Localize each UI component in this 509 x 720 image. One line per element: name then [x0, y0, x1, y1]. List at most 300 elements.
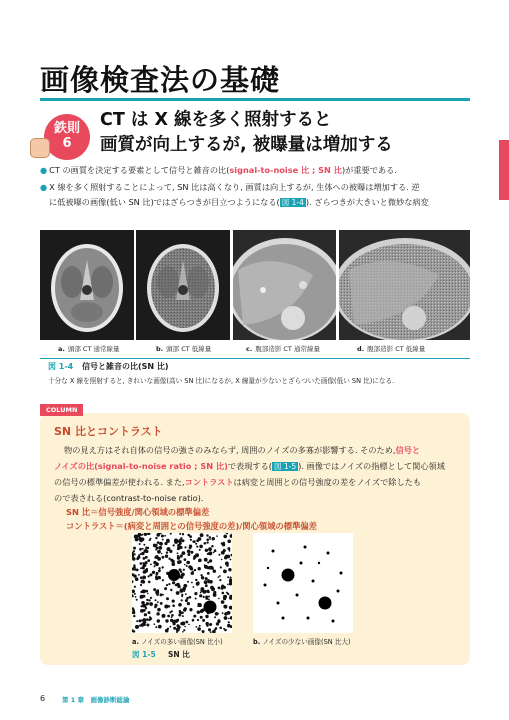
noise-dot [182, 631, 184, 633]
noise-dot [212, 537, 215, 540]
noise-dot [157, 619, 160, 622]
noise-dot [133, 630, 135, 632]
formula-sn: SN 比＝信号強度/関心領域の標準偏差 [66, 507, 210, 517]
noise-dot [204, 542, 207, 545]
noise-dot [164, 587, 167, 590]
noise-dot [148, 575, 150, 577]
bullet-1 [40, 163, 397, 178]
caption-clean [253, 636, 351, 646]
noise-dot [223, 570, 227, 574]
noise-dot [181, 573, 185, 577]
bullet-1-text-end: )が重要である. [341, 165, 397, 175]
noise-dot [182, 615, 184, 617]
noise-dot [178, 539, 182, 543]
side-tab [499, 140, 509, 200]
column-line-2 [54, 458, 445, 475]
noise-dot [175, 584, 177, 586]
noise-dot [158, 625, 162, 629]
noise-dot [157, 550, 161, 554]
noise-dot [216, 535, 218, 537]
noise-dot [161, 553, 163, 555]
noise-dot [219, 575, 221, 577]
noise-dot [134, 568, 137, 571]
noise-dot [201, 576, 204, 579]
noise-dot [181, 599, 183, 601]
rule-headline [100, 108, 393, 158]
noise-dot [143, 609, 146, 612]
noise-dot [190, 567, 193, 570]
noise-dot [148, 619, 150, 621]
noise-dot [170, 619, 173, 622]
column-tag: COLUMN [40, 404, 83, 416]
noise-dot [134, 586, 136, 588]
ct-head-low-dose-image [136, 230, 230, 340]
noise-dot [214, 616, 216, 618]
noise-dot [143, 618, 147, 622]
noise-dot [203, 596, 205, 598]
noise-dot [194, 569, 196, 571]
noise-dot [167, 615, 170, 618]
noise-dot [205, 597, 208, 600]
noise-dot [134, 566, 136, 568]
noise-dot [178, 585, 181, 588]
noise-dot [148, 581, 151, 584]
noise-dot [182, 533, 184, 535]
noise-dot [197, 619, 199, 621]
noise-dot [140, 596, 142, 598]
figure-1-4-title: 信号と雑音の比(SN 比) [82, 362, 169, 371]
column-highlight: ノイズの比(signal-to-noise ratio ; SN 比) [54, 461, 228, 471]
noisy-image [132, 533, 232, 633]
noise-dot [157, 601, 159, 603]
noise-dot [209, 536, 211, 538]
column-highlight: 信号と [395, 445, 421, 455]
noise-dot [144, 533, 147, 536]
noise-dot [181, 622, 185, 626]
noise-dot [168, 583, 170, 585]
noise-dot [166, 584, 168, 586]
noise-dot [184, 564, 186, 566]
column-line-4: ので表される(contrast-to-noise ratio). [54, 493, 204, 503]
noise-dot [230, 559, 232, 561]
noise-dot [224, 612, 227, 615]
noise-dot [196, 582, 200, 586]
noise-dot [219, 579, 221, 581]
noise-dot [193, 615, 196, 618]
noise-dot [168, 605, 171, 608]
noise-dot [162, 566, 164, 568]
noise-dot [209, 624, 211, 626]
noise-dot [227, 540, 231, 544]
noise-dot [226, 533, 228, 534]
noise-dot [177, 619, 179, 621]
noise-dot [150, 573, 152, 575]
noise-dot [155, 562, 159, 566]
noise-dot [206, 534, 208, 536]
page-title: 画像検査法の基礎 [40, 63, 281, 97]
noise-dot [132, 580, 133, 583]
noise-dot [180, 576, 183, 579]
noise-dot [195, 553, 199, 557]
figure-1-4-label: 図 1-4 [48, 362, 74, 371]
noise-dot [160, 602, 163, 605]
noise-dot [209, 580, 213, 584]
noise-dot [190, 609, 192, 611]
noise-dot [137, 556, 140, 559]
caption-panel-d [357, 344, 425, 353]
panel-text: ノイズの多い画像(SN 比小) [141, 638, 223, 646]
noise-dot [198, 559, 202, 563]
noise-dot [154, 604, 157, 607]
noise-dot [147, 547, 149, 549]
noise-dot [214, 550, 216, 552]
noise-dot [208, 547, 212, 551]
noise-dot [202, 630, 205, 633]
noise-dot [167, 547, 171, 551]
noise-dot [230, 534, 232, 538]
noise-dot [229, 606, 232, 610]
noise-dot [190, 551, 193, 554]
noise-dot [143, 557, 146, 560]
noise-dot [143, 576, 145, 578]
figure-ref-1-5[interactable]: 図 1-5 [274, 462, 297, 471]
noise-dot [145, 556, 148, 559]
noise-dot [155, 599, 157, 601]
noise-dot [170, 533, 172, 535]
noise-dot [135, 577, 139, 581]
noise-dot [225, 555, 229, 559]
bullet-1-text: CT の画質を決定する要素として信号と雑音の比( [49, 165, 230, 175]
noise-dot [264, 584, 267, 587]
noise-dot [205, 584, 208, 587]
lesion-dot [282, 569, 295, 582]
noise-dot [194, 592, 197, 595]
noise-dot [133, 615, 135, 617]
noise-dot [207, 572, 210, 575]
noise-dot [206, 541, 208, 543]
noise-dot [230, 577, 232, 579]
bullet-dot-icon: ● [40, 165, 48, 175]
ct-head-normal-image [40, 230, 134, 340]
noise-dot [133, 547, 136, 550]
noise-dot [187, 550, 191, 554]
column-text: は病変と周囲との信号強度の差をノイズで除したも [233, 477, 422, 487]
noise-dot [174, 539, 178, 543]
noise-dot [225, 562, 228, 565]
bullet-2-line-1: X 線を多く照射することによって, SN 比は高くなり, 画質は向上するが, 生体への被曝は増加する. 逆 [49, 182, 420, 192]
noise-dot [196, 546, 198, 548]
panel-text: ノイズの少ない画像(SN 比大) [262, 638, 351, 646]
noise-dot [229, 550, 231, 552]
noise-dot [218, 554, 220, 556]
noise-dot [209, 559, 212, 562]
headline-line-2: 画質が向上するが, 被曝量は増加する [100, 135, 393, 155]
noise-dot [142, 566, 145, 569]
noise-dot [166, 551, 168, 553]
noise-dot [155, 574, 157, 576]
column-text: で表現する( [227, 461, 272, 471]
noise-dot [146, 602, 149, 605]
noise-dot [135, 538, 139, 542]
noise-dot [155, 626, 157, 628]
noise-dot [213, 552, 215, 554]
noise-dot [199, 625, 201, 627]
noise-dot [162, 539, 164, 541]
noise-dot [181, 594, 183, 596]
noise-dot [187, 534, 190, 537]
noise-dot [154, 623, 156, 625]
noise-dot [230, 616, 232, 619]
noise-dot [145, 550, 148, 553]
noise-dot [187, 602, 190, 605]
noise-dot [205, 577, 208, 580]
noise-dot [340, 572, 343, 575]
noise-dot [200, 534, 203, 537]
headline-line-1: CT は X 線を多く照射すると [100, 110, 332, 130]
noise-dot [146, 599, 148, 601]
noise-dot [327, 552, 330, 555]
panel-letter: a. [58, 345, 65, 353]
noise-dot [132, 557, 136, 561]
noise-dot [205, 615, 208, 618]
figure-rule [40, 358, 470, 359]
clean-image [253, 533, 353, 633]
noise-dot [272, 550, 275, 553]
panel-text: 腹部造影 CT 通常線量 [255, 345, 320, 353]
noise-dot [179, 546, 182, 549]
noise-dot [158, 567, 160, 569]
noise-dot [224, 616, 228, 620]
noise-dot [209, 538, 211, 540]
noise-dot [209, 566, 213, 570]
panel-text: 頭部 CT 通常線量 [67, 345, 120, 353]
bullet-2-line-2-end: ). ざらつきが大きいと微妙な病変 [305, 197, 429, 207]
noise-dot [171, 610, 173, 612]
noise-dot [223, 535, 227, 539]
noise-dot [140, 562, 143, 565]
panel-letter: b. [253, 638, 261, 646]
noise-dot [142, 595, 145, 598]
noise-dot [187, 553, 190, 556]
noise-dot [199, 545, 203, 549]
noise-dot [227, 576, 229, 578]
caption-panel-b [156, 344, 211, 353]
column-line-3 [54, 474, 421, 490]
noise-dot [141, 534, 143, 536]
noise-dot [156, 612, 159, 615]
noise-dot [147, 593, 149, 595]
noise-dot [227, 547, 230, 550]
panel-text: 頭部 CT 低線量 [166, 345, 212, 353]
column-text: ). 画像ではノイズの指標として関心領域 [298, 461, 445, 471]
noise-dot [198, 603, 201, 606]
noise-dot [164, 542, 167, 545]
chapter-label: 第 1 章 画像診断総論 [62, 696, 130, 704]
noise-dot [164, 535, 166, 537]
noise-dot [154, 571, 156, 573]
noise-dot [185, 621, 188, 624]
noise-dot [189, 596, 192, 599]
noise-dot [146, 568, 148, 570]
bullet-2-cont [49, 195, 429, 210]
noise-dot [204, 558, 208, 562]
noise-dot [136, 620, 138, 622]
noise-dot [183, 590, 185, 592]
noise-dot [190, 539, 192, 541]
noise-dot [208, 596, 210, 598]
noise-dot [221, 559, 223, 561]
noise-dot [132, 595, 134, 597]
noise-dot [136, 569, 139, 572]
noise-dot [154, 556, 156, 558]
noise-dot [200, 574, 202, 576]
noise-dot [165, 555, 168, 558]
noise-dot [222, 592, 225, 595]
noise-dot [199, 549, 201, 551]
noise-dot [337, 590, 340, 593]
noise-dot [150, 564, 152, 566]
noise-dot [142, 589, 146, 593]
noise-dot [267, 567, 269, 569]
noise-dot [162, 614, 166, 618]
noise-dot [206, 622, 209, 625]
noise-dot [148, 599, 150, 601]
noise-dot [220, 566, 222, 568]
bullet-2 [40, 180, 420, 195]
noise-dot [178, 603, 182, 607]
noise-dot [195, 543, 197, 545]
noise-dot [157, 541, 160, 544]
noise-dot [139, 543, 141, 545]
noise-dot [218, 587, 221, 590]
noise-dot [183, 569, 185, 571]
noise-dot [153, 588, 156, 591]
noise-dot [179, 610, 181, 612]
noise-dot [153, 544, 157, 548]
panel-letter: a. [132, 638, 139, 646]
noise-dot [318, 562, 320, 564]
noise-dot [161, 535, 164, 538]
noise-dot [189, 546, 192, 549]
column-title: SN 比とコントラスト [54, 425, 163, 438]
noise-dot [170, 626, 172, 628]
noise-dot [200, 589, 203, 592]
noise-dot [208, 599, 210, 601]
noise-dot [182, 539, 185, 542]
figure-ref-1-4[interactable]: 図 1-4 [281, 198, 304, 207]
noise-dot [134, 593, 136, 595]
noise-dot [186, 565, 188, 567]
figure-1-5-label: 図 1-5 [132, 650, 156, 659]
noise-dot [228, 621, 230, 623]
noise-dot [184, 558, 187, 561]
noise-dot [226, 592, 228, 594]
noise-dot [222, 612, 224, 614]
noise-dot [146, 618, 149, 621]
noise-dot [182, 551, 186, 555]
noise-dot [157, 589, 159, 591]
noise-dot [204, 564, 206, 566]
noise-dot [172, 604, 175, 607]
noise-dot [174, 621, 176, 623]
noise-dot [229, 578, 231, 580]
formula-contrast: コントラスト＝(病変と周囲との信号強度の差)/関心領域の標準偏差 [66, 521, 317, 531]
rule-badge [44, 114, 90, 160]
noise-dot [186, 597, 189, 600]
noise-dot [177, 555, 179, 557]
noise-dot [192, 619, 195, 622]
noise-dot [142, 604, 146, 608]
noise-dot [150, 597, 152, 599]
noise-dot [173, 544, 175, 546]
noise-dot [187, 581, 189, 583]
noise-dot [188, 561, 190, 563]
noise-dot [222, 543, 225, 546]
noise-dot [210, 631, 212, 633]
noise-dot [217, 613, 219, 615]
noise-dot [173, 627, 176, 630]
caption-panel-a [58, 344, 120, 353]
noise-dot [132, 590, 135, 594]
noise-dot [210, 586, 214, 590]
noise-dot [158, 576, 161, 579]
noise-dot [211, 545, 213, 547]
noise-dot [227, 584, 229, 586]
noise-dot [200, 609, 204, 613]
lesion-dot [204, 601, 217, 614]
noise-dot [183, 608, 186, 611]
noise-dot [138, 574, 140, 576]
caption-noisy [132, 636, 223, 646]
noise-dot [208, 591, 210, 593]
noise-dot [150, 538, 152, 540]
noise-dot [219, 627, 222, 630]
noise-dot [197, 611, 200, 614]
column-text: 物の見え方はそれ自体の信号の強さのみならず, 周囲のノイズの多寡が影響する. そのため, [64, 445, 396, 455]
noise-dot [229, 582, 232, 585]
noise-dot [208, 629, 210, 631]
noise-dot [178, 627, 180, 629]
noise-dot [208, 551, 212, 555]
noise-dot [332, 620, 335, 623]
noise-dot [176, 591, 180, 595]
noise-dot [140, 576, 143, 579]
noise-dot [213, 593, 217, 597]
noise-dot [135, 625, 139, 629]
noise-dot [157, 557, 161, 561]
noise-dot [167, 628, 169, 630]
figure-1-4-caption: 十分な X 線を照射すると, きれいな画像(高い SN 比)になるが, X 線量が少ないとざらついた画像(低い SN 比)になる. [48, 377, 395, 385]
noise-dot [147, 533, 151, 535]
noise-dot [207, 561, 209, 563]
noise-dot [191, 582, 193, 584]
noise-dot [229, 597, 232, 600]
noise-dot [217, 620, 220, 623]
noise-dot [180, 562, 182, 564]
noise-dot [144, 561, 147, 564]
noise-dot [188, 624, 190, 626]
noise-dot [162, 579, 164, 581]
noise-dot [307, 617, 310, 620]
noise-dot [231, 554, 233, 557]
badge-number: 6 [62, 136, 72, 151]
noise-dot [228, 618, 230, 620]
noise-dot [168, 558, 170, 560]
noise-dot [155, 537, 157, 539]
lesion-dot [319, 597, 332, 610]
ct-abdomen-low-dose-image [339, 230, 470, 340]
column-text: の信号の標準偏差が使われる. また, [54, 477, 185, 487]
